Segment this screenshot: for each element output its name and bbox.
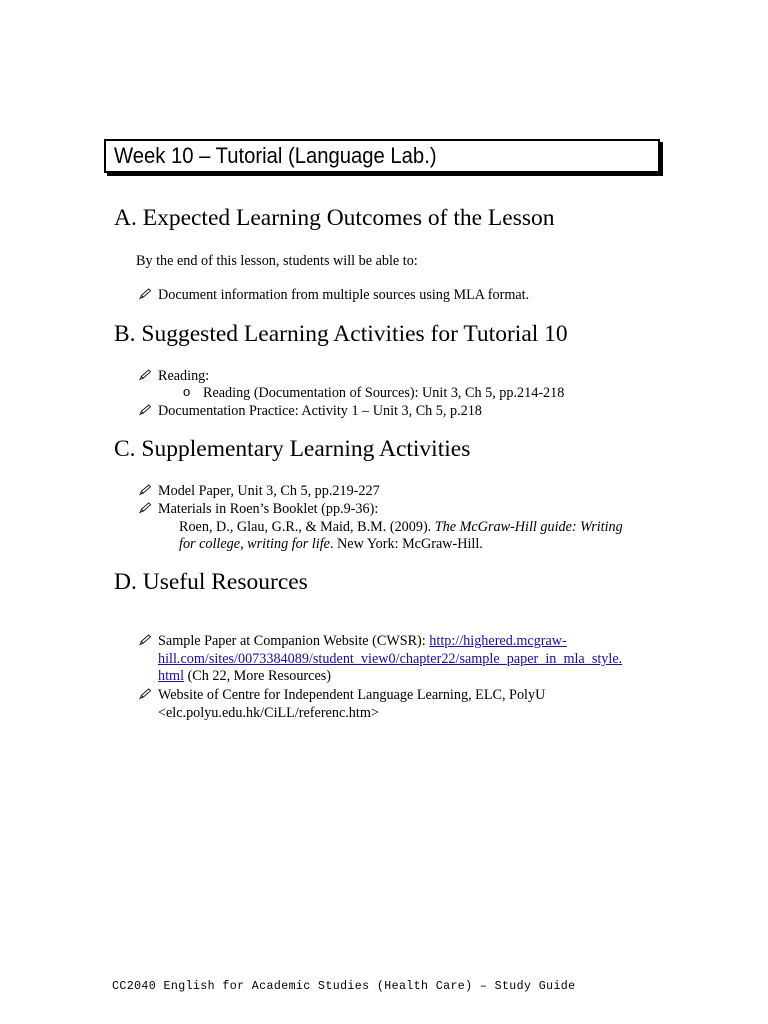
page-footer: CC2040 English for Academic Studies (Health Care) – Study Guide (112, 980, 576, 993)
section-d-item1-line1 (158, 633, 567, 650)
section-d-item1-line2 (158, 651, 622, 668)
circle-bullet-icon: o (183, 384, 191, 399)
pencil-bullet-icon (138, 369, 152, 381)
page-title: Week 10 – Tutorial (Language Lab.) (114, 143, 437, 168)
section-c-item-model-paper: Model Paper, Unit 3, Ch 5, pp.219-227 (158, 483, 380, 499)
section-c-reference-line1 (179, 519, 623, 536)
reference-title-part2: for college, writing for life (179, 536, 330, 552)
section-a-item: Document information from multiple sources using MLA format. (158, 287, 530, 303)
reference-title-part1: The McGraw-Hill guide: Writing (434, 519, 623, 535)
reference-authors: Roen, D., Glau, G.R., & Maid, B.M. (2009). (179, 519, 432, 535)
section-b-heading: B. Suggested Learning Activities for Tutorial 10 (114, 321, 568, 347)
pencil-bullet-icon (138, 288, 152, 300)
sample-paper-note: (Ch 22, More Resources) (187, 668, 331, 684)
reference-publisher: . New York: McGraw-Hill. (329, 536, 483, 552)
sample-paper-link-part1[interactable]: http://highered.mcgraw- (429, 633, 567, 649)
pencil-bullet-icon (138, 634, 152, 646)
section-c-reference-line2 (179, 536, 483, 553)
pencil-bullet-icon (138, 502, 152, 514)
section-a-heading: A. Expected Learning Outcomes of the Lesson (114, 205, 555, 231)
sample-paper-link-part2[interactable]: hill.com/sites/0073384089/student_view0/chapter22/sample_paper_in_mla_style. (158, 651, 623, 667)
section-b-item-practice: Documentation Practice: Activity 1 – Unit 3, Ch 5, p.218 (158, 403, 482, 419)
pencil-bullet-icon (138, 688, 152, 700)
section-b-subitem: Reading (Documentation of Sources): Unit 3, Ch 5, pp.214-218 (203, 385, 565, 401)
pencil-bullet-icon (138, 404, 152, 416)
section-c-item-materials: Materials in Roen’s Booklet (pp.9-36): (158, 501, 379, 517)
section-d-item2-line2: <elc.polyu.edu.hk/CiLL/referenc.htm> (158, 705, 379, 721)
section-a-intro: By the end of this lesson, students will be able to: (136, 253, 418, 269)
section-d-heading: D. Useful Resources (114, 569, 308, 595)
section-d-item2-line1: Website of Centre for Independent Language Learning, ELC, PolyU (158, 687, 546, 703)
section-d-item1-line3 (158, 668, 331, 685)
sample-paper-label: Sample Paper at Companion Website (CWSR): (158, 633, 426, 649)
sample-paper-link-part3[interactable]: html (158, 668, 185, 684)
section-c-heading: C. Supplementary Learning Activities (114, 436, 471, 462)
section-b-item-reading: Reading: (158, 368, 210, 384)
title-box (104, 139, 660, 173)
pencil-bullet-icon (138, 484, 152, 496)
